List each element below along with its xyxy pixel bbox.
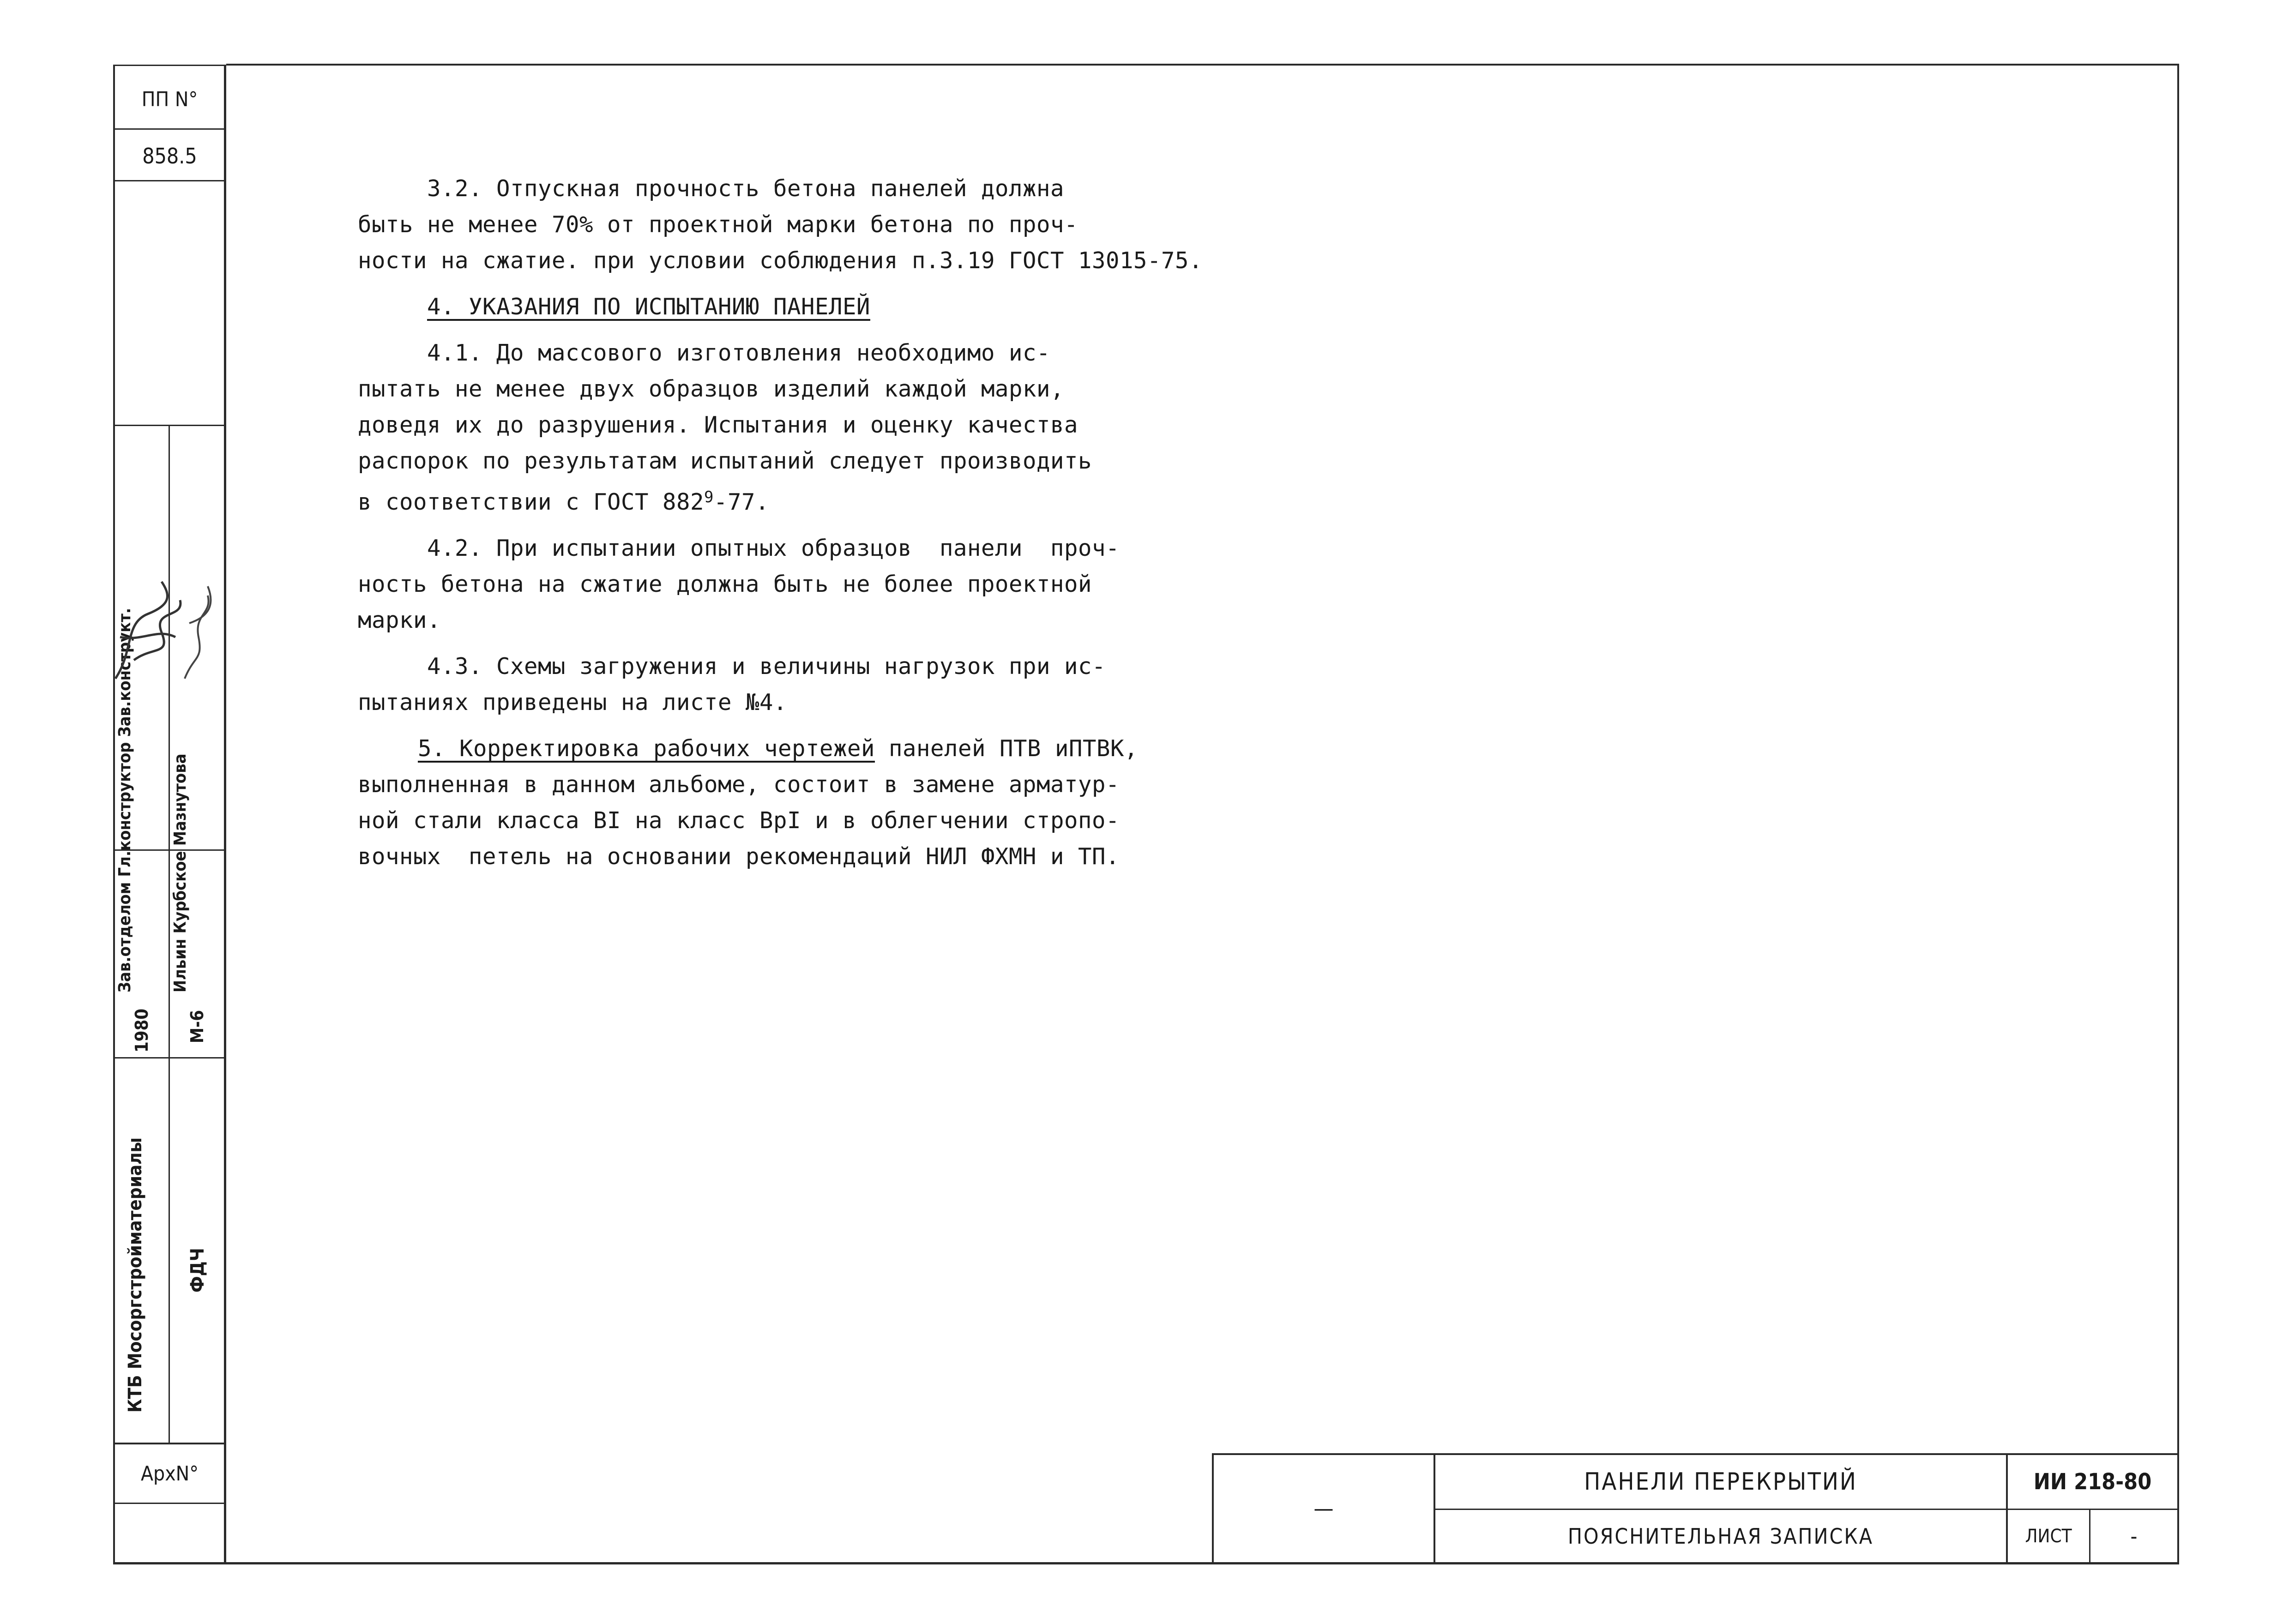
signature-scribble-2: [175, 568, 226, 688]
text-line: пытаниях приведены на листе №4.: [358, 689, 788, 716]
paragraph-4-3: [358, 649, 1212, 721]
text-line: доведя их до разрушения. Испытания и оценку качества: [358, 412, 1078, 438]
staff-names: Ильин Курбское Мазнутова: [171, 753, 190, 992]
org-department: ФДЧ: [187, 1248, 208, 1293]
staff-titles: Зав.отделом Гл.конструктор Зав.конструкт.: [115, 607, 134, 992]
text-line: ность бетона на сжатие должна быть не более проектной: [358, 571, 1092, 597]
inventory-label: ПП N°: [141, 87, 198, 111]
org-name: КТБ Мосоргстройматериалы: [125, 1137, 146, 1413]
paragraph-3-2: [358, 171, 1212, 279]
text-line: 4.2. При испытании опытных образцов панели проч-: [427, 535, 1120, 561]
sheet-number: -: [2130, 1523, 2138, 1549]
text-line: пытать не менее двух образцов изделий каждой марки,: [358, 376, 1065, 402]
year: 1980: [132, 1008, 152, 1053]
paragraph-5: [358, 731, 1212, 875]
document-subtitle: ПОЯСНИТЕЛЬНАЯ ЗАПИСКА: [1567, 1523, 1874, 1549]
margin-divider: [113, 1503, 226, 1504]
frame-inner-left-border: [224, 65, 226, 1564]
sheet-label: ЛИСТ: [2025, 1525, 2072, 1547]
text-line: быть не менее 70% от проектной марки бетона по проч-: [358, 211, 1078, 238]
text-line: вочных петель на основании рекомендаций НИЛ ФХМН и ТП.: [358, 843, 1120, 870]
frame-top-border: [226, 64, 2179, 66]
title-block-dash: —: [1313, 1496, 1334, 1522]
margin-divider: [113, 128, 226, 130]
text-line: 4.3. Схемы загружения и величины нагрузок при ис-: [427, 653, 1106, 680]
margin-divider: [113, 1443, 226, 1444]
frame-top-border-left: [113, 65, 226, 66]
text-line: 4.1. До массового изготовления необходимо ис-: [427, 340, 1051, 366]
frame-outer-left-border: [113, 65, 115, 1564]
frame-bottom-border: [113, 1562, 2179, 1564]
text-line: ной стали класса BI на класс BpI и в облегчении стропо-: [358, 807, 1120, 834]
text-line: 5. Корректировка рабочих чертежей панелей ПТВ иПТВК,: [418, 735, 1138, 762]
text-line: в соответствии с ГОСТ $882^9-77$.: [358, 488, 770, 515]
inventory-number: 858.5: [142, 143, 197, 168]
section-4-heading-block: [358, 289, 1212, 325]
text-line: 3.2. Отпускная прочность бетона панелей должна: [427, 175, 1065, 202]
frame-right-border: [2177, 64, 2179, 1563]
document-title: ПАНЕЛИ ПЕРЕКРЫТИЙ: [1584, 1468, 1857, 1496]
document-body: [358, 171, 1212, 885]
paragraph-4-2: [358, 530, 1212, 638]
sheet-mark: М-6: [187, 1010, 207, 1043]
text-line: выполненная в данном альбоме, состоит в замене арматур-: [358, 771, 1120, 798]
section-heading: 4. УКАЗАНИЯ ПО ИСПЫТАНИЮ ПАНЕЛЕЙ: [427, 294, 871, 320]
paragraph-4-1: [358, 335, 1212, 520]
text-line: распорок по результатам испытаний следует производить: [358, 448, 1092, 474]
text-line: марки.: [358, 607, 441, 633]
document-code: ИИ 218-80: [2033, 1469, 2152, 1495]
text-line: ности на сжатие. при условии соблюдения п.3.19 ГОСТ 13015-75.: [358, 247, 1203, 274]
archive-label: АрхN°: [140, 1462, 199, 1486]
margin-divider: [113, 180, 226, 181]
